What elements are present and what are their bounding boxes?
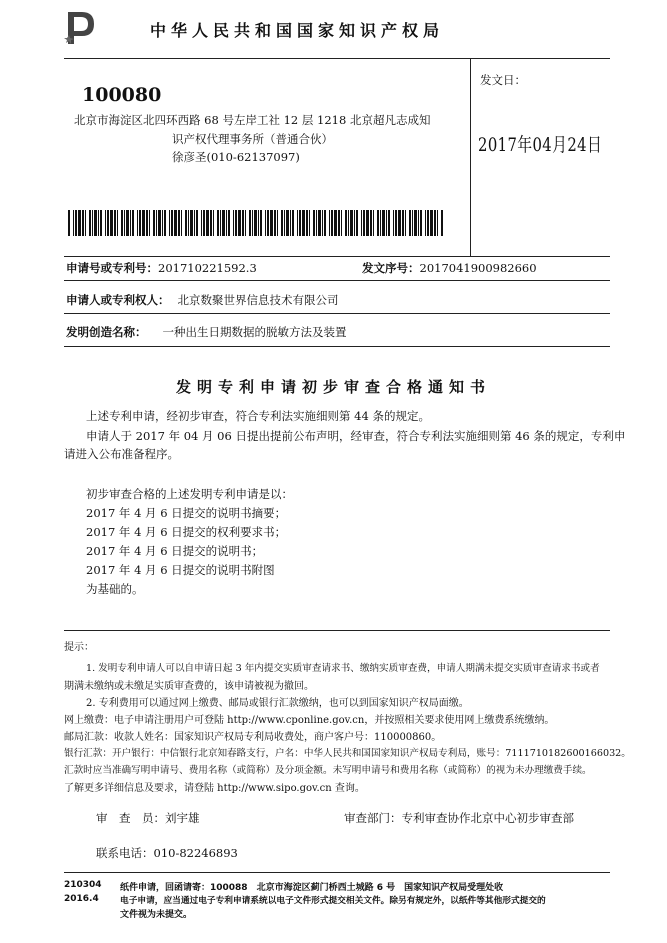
recipient-address-line1: 北京市海淀区北四环西路 68 号左岸工社 12 层 1218 北京超凡志成知: [74, 113, 431, 127]
recipient-postcode: 100080: [82, 84, 162, 106]
application-number-label: 申请号或专利号：: [66, 261, 158, 275]
application-number: 201710221592.3: [158, 261, 257, 275]
department-field: [344, 810, 574, 826]
department-name: 专利审查协作北京中心初步审查部: [401, 811, 574, 825]
basis-outro: 为基础的。: [86, 582, 144, 596]
applicant-label: 申请人或专利权人：: [66, 293, 170, 307]
note-2: 2. 专利费用可以通过网上缴费、邮局或银行汇款缴纳，也可以到国家知识产权局面缴。: [86, 698, 469, 709]
department-label: 审查部门：: [344, 811, 402, 825]
invention-label: 发明创造名称：: [66, 325, 147, 339]
issue-date: 2017年04月24日: [478, 134, 603, 156]
basis-item: 2017 年 4 月 6 日提交的说明书摘要；: [86, 506, 287, 520]
document-serial-field: [362, 260, 537, 276]
recipient-address-line2: 识产权代理事务所（普通合伙）: [172, 132, 333, 146]
invention-name: 一种出生日期数据的脱敏方法及装置: [162, 325, 347, 339]
field-rule-1: [64, 280, 610, 281]
phone-number: 010-82246893: [153, 846, 238, 860]
note-post-payment: 邮局汇款：收款人姓名：国家知识产权局专利局收费处，商户客户号：110000860。: [64, 732, 442, 743]
applicant-field: [66, 292, 339, 308]
basis-item: 2017 年 4 月 6 日提交的权利要求书；: [86, 525, 287, 539]
phone-label: 联系电话：: [96, 846, 154, 860]
form-code: 210304: [64, 880, 102, 890]
footer-paper-line: 纸件申请，回函请寄：100088 北京市海淀区蓟门桥西土城路 6 号 国家知识产权局受理处收: [120, 883, 504, 893]
footer-electronic-line2: 文件视为未提交。: [120, 910, 193, 920]
field-rule-3: [64, 346, 610, 347]
issue-date-label: 发文日：: [480, 73, 526, 87]
basis-item: 2017 年 4 月 6 日提交的说明书；: [86, 544, 264, 558]
field-rule-2: [64, 313, 610, 314]
note-bank-payment: 银行汇款：开户银行：中信银行北京知春路支行，户名：中华人民共和国国家知识产权局专利局，账号：7111710182600166032。: [64, 748, 631, 759]
basis-intro: 初步审查合格的上述发明专利申请是以：: [86, 487, 293, 501]
applicant-name: 北京数聚世界信息技术有限公司: [177, 293, 339, 307]
invention-field: [66, 324, 347, 340]
notes-heading: 提示：: [64, 642, 94, 653]
footer-electronic-line: 电子申请，应当通过电子专利申请系统以电子文件形式提交相关文件。除另有规定外，以纸件等其他形式提交的: [120, 896, 546, 906]
barcode-icon: [68, 210, 443, 236]
body-paragraph-1: 上述专利申请，经初步审查，符合专利法实施细则第 44 条的规定。: [86, 409, 430, 423]
note-remit: 汇款时应当准确写明申请号、费用名称（或简称）及分项金额。未写明申请号和费用名称（或简称）的视为未办理缴费手续。: [64, 765, 592, 776]
header-bottom-rule: [64, 256, 610, 257]
note-more-info: 了解更多详细信息及要求，请登陆 http://www.sipo.gov.cn 查询。: [64, 783, 365, 794]
note-online-payment: 网上缴费：电子申请注册用户可登陆 http://www.cponline.gov.cn，并按照相关要求使用网上缴费系统缴纳。: [64, 715, 555, 726]
cnipa-logo-icon: [62, 8, 96, 46]
form-date: 2016.4: [64, 894, 99, 904]
note-1-line2: 期满未缴纳或未缴足实质审查费的，该申请被视为撤回。: [64, 681, 314, 692]
notes-rule: [64, 630, 610, 631]
application-number-field: [66, 260, 257, 276]
header-divider: [470, 58, 471, 256]
basis-item: 2017 年 4 月 6 日提交的说明书附图: [86, 563, 275, 577]
recipient-contact: 徐彦圣(010-62137097): [172, 150, 300, 164]
footer-rule: [64, 872, 610, 873]
document-serial: 2017041900982660: [419, 261, 537, 275]
document-title: 发明专利申请初步审查合格通知书: [175, 378, 491, 396]
examiner-label: 审 查 员：: [96, 811, 165, 825]
examiner-name: 刘宇雄: [165, 811, 200, 825]
phone-field: [96, 845, 238, 861]
examiner-field: [96, 810, 200, 826]
note-1-line1: 1. 发明专利申请人可以自申请日起 3 年内提交实质审查请求书、缴纳实质审查费，申请人期满未提交实质审查请求书或者: [86, 663, 600, 674]
org-title: 中华人民共和国国家知识产权局: [150, 21, 445, 40]
header-rule: [64, 58, 610, 59]
body-paragraph-2-line1: 申请人于 2017 年 04 月 06 日提出提前公布声明，经审查，符合专利法实施细则第 46 条的规定，专利申: [86, 429, 626, 443]
document-serial-label: 发文序号：: [362, 261, 420, 275]
body-paragraph-2-line2: 请进入公布准备程序。: [64, 447, 179, 461]
